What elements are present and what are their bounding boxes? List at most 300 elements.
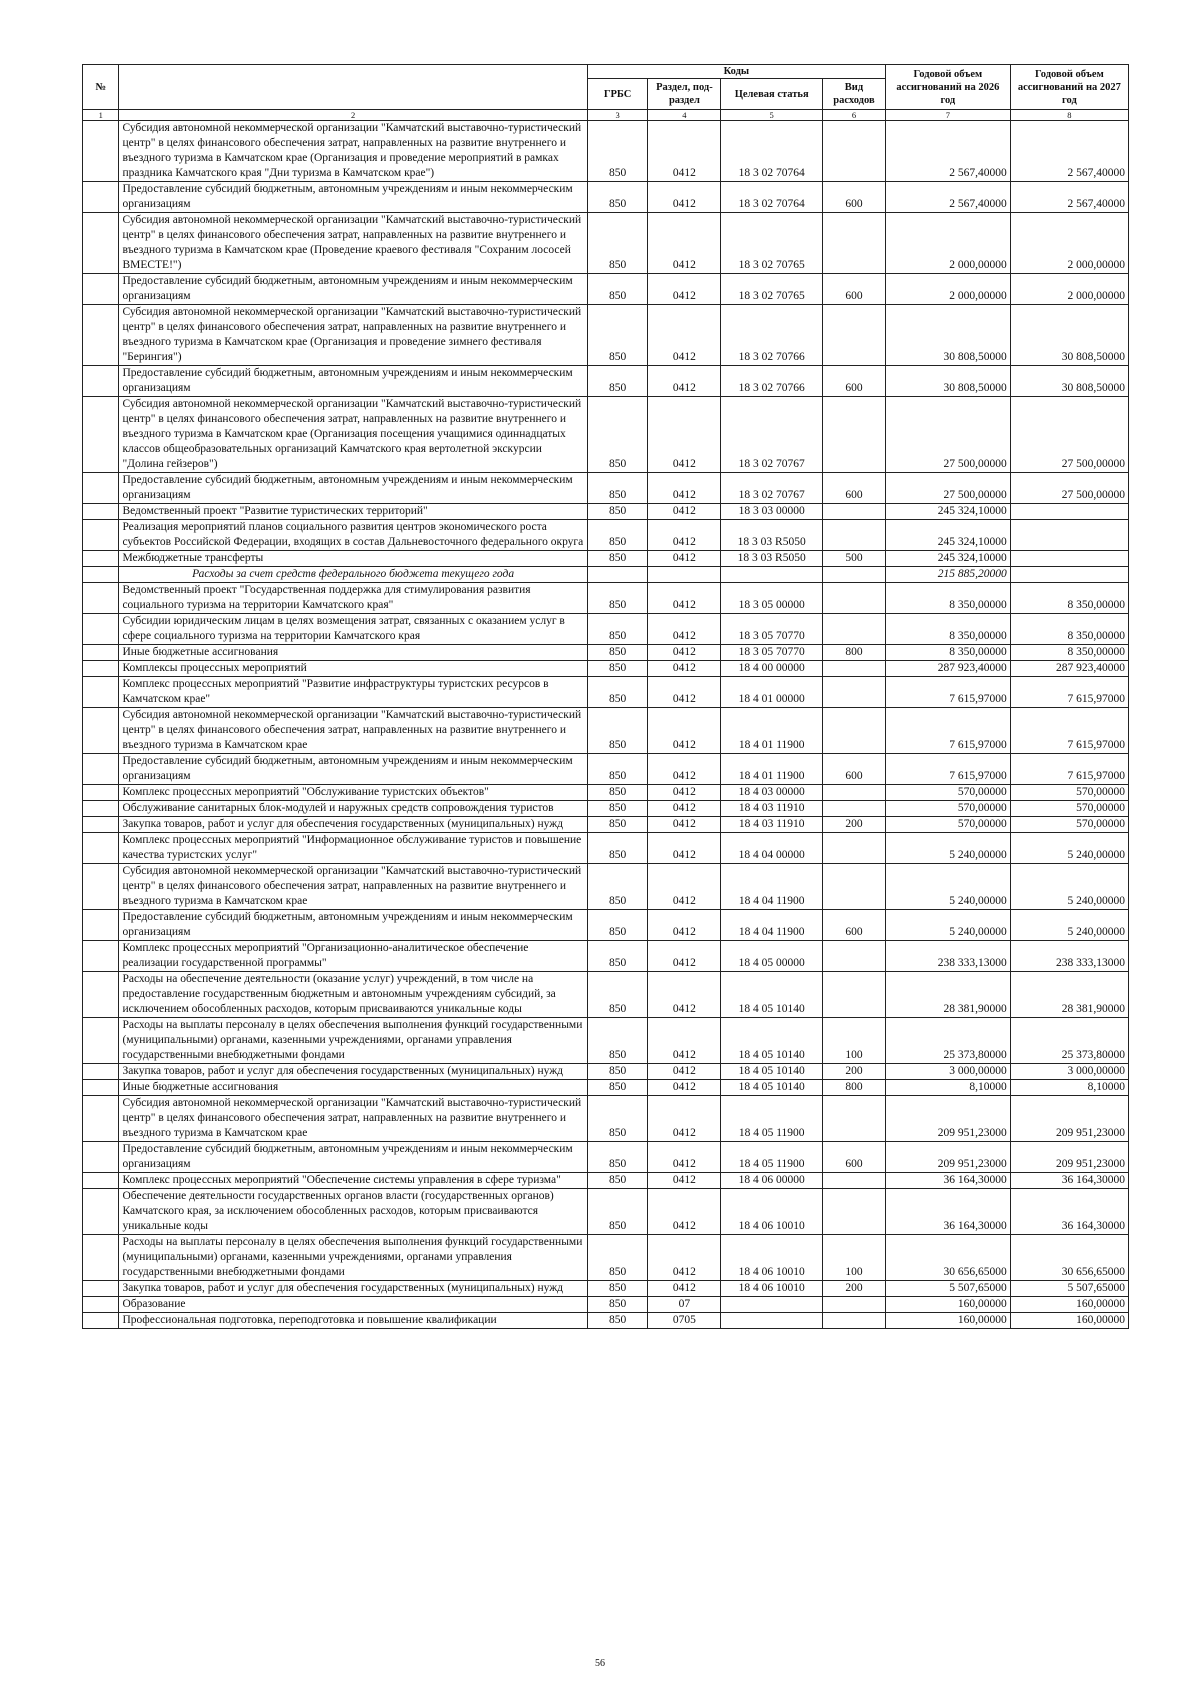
header-codes: Коды [587,65,885,79]
cell-name: Комплекс процессных мероприятий "Обслуживание туристских объектов" [119,785,587,801]
cell-name: Расходы на выплаты персоналу в целях обеспечения выполнения функций государственными (муниципальными) органами, казенными учреждениями, органами управления государственными внебюджетными фондами [119,1018,587,1064]
cell-amount-2027: 27 500,00000 [1010,473,1128,504]
cell-article: 18 3 05 00000 [721,583,823,614]
cell-amount-2027: 2 000,00000 [1010,274,1128,305]
cell-article: 18 3 02 70766 [721,305,823,366]
cell-article: 18 4 01 11900 [721,754,823,785]
cell-vid [822,1189,885,1235]
cell-vid: 500 [822,551,885,567]
cell-name: Реализация мероприятий планов социального развития центров экономического роста субъектов Российской Федерации, входящих в состав Дальневосточного федерального округа [119,520,587,551]
table-row [83,708,1129,754]
cell-grbs: 850 [587,972,648,1018]
cell-article: 18 3 02 70767 [721,397,823,473]
header-grbs: ГРБС [587,79,648,110]
cell-article: 18 4 04 11900 [721,864,823,910]
cell-name: Расходы на выплаты персоналу в целях обеспечения выполнения функций государственными (муниципальными) органами, казенными учреждениями, органами управления государственными внебюджетными фондами [119,1235,587,1281]
table-row [83,1235,1129,1281]
cell-amount-2026: 36 164,30000 [885,1189,1010,1235]
cell-grbs: 850 [587,504,648,520]
cell-amount-2027: 570,00000 [1010,785,1128,801]
cell-name: Иные бюджетные ассигнования [119,645,587,661]
cell-grbs: 850 [587,366,648,397]
cell-name: Расходы на обеспечение деятельности (оказание услуг) учреждений, в том числе на предоставление государственным бюджетным и автономным учреждениям субсидий, за исключением обособленных расходов, которым присваиваются уникальные коды [119,972,587,1018]
cell-article: 18 4 06 10010 [721,1281,823,1297]
cell-razdel: 0412 [648,754,721,785]
cell-num [83,941,119,972]
cell-article [721,1313,823,1329]
cell-name: Закупка товаров, работ и услуг для обеспечения государственных (муниципальных) нужд [119,817,587,833]
cell-grbs: 850 [587,1096,648,1142]
cell-amount-2027: 30 656,65000 [1010,1235,1128,1281]
cell-amount-2027: 27 500,00000 [1010,397,1128,473]
cell-grbs: 850 [587,1281,648,1297]
cell-name: Комплекс процессных мероприятий "Информационное обслуживание туристов и повышение качества туристских услуг" [119,833,587,864]
cell-name: Ведомственный проект "Государственная поддержка для стимулирования развития социального туризма на территории Камчатского края" [119,583,587,614]
cell-article: 18 3 03 R5050 [721,551,823,567]
cell-amount-2026: 7 615,97000 [885,708,1010,754]
cell-amount-2027: 5 240,00000 [1010,833,1128,864]
cell-razdel: 0412 [648,1064,721,1080]
cell-razdel: 07 [648,1297,721,1313]
table-row [83,1080,1129,1096]
cell-name: Комплекс процессных мероприятий "Организационно-аналитическое обеспечение реализации государственной программы" [119,941,587,972]
cell-vid [822,520,885,551]
cell-name: Субсидия автономной некоммерческой организации "Камчатский выставочно-туристический центр" в целях финансового обеспечения затрат, направленных на развитие внутреннего и въездного туризма в Камчатском крае (Организация и проведение зимнего фестиваля "Берингия") [119,305,587,366]
table-row [83,785,1129,801]
cell-vid: 600 [822,366,885,397]
cell-amount-2026: 209 951,23000 [885,1142,1010,1173]
table-row [83,567,1129,583]
cell-num [83,1189,119,1235]
cell-num [83,754,119,785]
cell-amount-2027: 8 350,00000 [1010,614,1128,645]
table-row [83,1281,1129,1297]
cell-amount-2027: 2 000,00000 [1010,213,1128,274]
cell-article: 18 4 00 00000 [721,661,823,677]
cell-name: Предоставление субсидий бюджетным, автономным учреждениям и иным некоммерческим организациям [119,182,587,213]
cell-num [83,213,119,274]
cell-razdel: 0412 [648,213,721,274]
column-number: 8 [1010,110,1128,121]
cell-razdel: 0412 [648,182,721,213]
cell-razdel: 0412 [648,1173,721,1189]
table-row [83,1142,1129,1173]
cell-vid [822,972,885,1018]
cell-razdel: 0412 [648,1018,721,1064]
table-row [83,504,1129,520]
table-row [83,817,1129,833]
cell-amount-2027: 5 240,00000 [1010,910,1128,941]
cell-amount-2027: 36 164,30000 [1010,1189,1128,1235]
cell-amount-2026: 570,00000 [885,801,1010,817]
cell-razdel: 0412 [648,864,721,910]
cell-amount-2027: 8 350,00000 [1010,645,1128,661]
cell-article: 18 4 05 10140 [721,972,823,1018]
cell-amount-2026: 30 808,50000 [885,305,1010,366]
cell-amount-2026: 245 324,10000 [885,551,1010,567]
cell-num [83,801,119,817]
cell-article: 18 4 06 10010 [721,1235,823,1281]
table-row [83,645,1129,661]
cell-num [83,817,119,833]
cell-razdel: 0412 [648,785,721,801]
cell-amount-2026: 2 567,40000 [885,121,1010,182]
cell-num [83,583,119,614]
cell-article: 18 4 05 00000 [721,941,823,972]
cell-grbs: 850 [587,1189,648,1235]
cell-grbs: 850 [587,864,648,910]
cell-num [83,397,119,473]
cell-num [83,520,119,551]
cell-num [83,614,119,645]
table-row [83,1096,1129,1142]
cell-vid: 600 [822,274,885,305]
cell-num [83,1313,119,1329]
cell-num [83,1064,119,1080]
cell-grbs: 850 [587,520,648,551]
cell-amount-2026: 7 615,97000 [885,754,1010,785]
cell-amount-2026: 5 240,00000 [885,833,1010,864]
cell-article: 18 4 01 11900 [721,708,823,754]
cell-razdel: 0412 [648,941,721,972]
cell-grbs: 850 [587,583,648,614]
cell-grbs: 850 [587,817,648,833]
cell-grbs: 850 [587,551,648,567]
cell-grbs: 850 [587,213,648,274]
cell-vid [822,397,885,473]
cell-num [83,1281,119,1297]
table-row [83,1018,1129,1064]
header-2026: Годовой объем ассигнований на 2026 год [885,65,1010,110]
cell-vid: 600 [822,910,885,941]
cell-article: 18 4 05 10140 [721,1080,823,1096]
cell-grbs: 850 [587,645,648,661]
cell-article: 18 3 05 70770 [721,614,823,645]
table-row [83,661,1129,677]
cell-amount-2026: 30 808,50000 [885,366,1010,397]
cell-vid [822,583,885,614]
cell-amount-2026: 8 350,00000 [885,614,1010,645]
cell-amount-2026: 2 000,00000 [885,274,1010,305]
cell-razdel: 0412 [648,801,721,817]
cell-name: Предоставление субсидий бюджетным, автономным учреждениям и иным некоммерческим организациям [119,366,587,397]
cell-name: Комплекс процессных мероприятий "Развитие инфраструктуры туристских ресурсов в Камчатском крае" [119,677,587,708]
page-number: 56 [595,1658,605,1669]
cell-name: Образование [119,1297,587,1313]
cell-amount-2027 [1010,551,1128,567]
header-num: № [83,65,119,110]
column-number: 5 [721,110,823,121]
header-vid: Вид расходов [822,79,885,110]
cell-num [83,910,119,941]
cell-amount-2027: 160,00000 [1010,1297,1128,1313]
cell-razdel: 0412 [648,366,721,397]
cell-grbs: 850 [587,1313,648,1329]
cell-amount-2026: 36 164,30000 [885,1173,1010,1189]
cell-vid [822,305,885,366]
table-row [83,121,1129,182]
cell-amount-2027: 5 240,00000 [1010,864,1128,910]
cell-grbs: 850 [587,661,648,677]
cell-amount-2027: 36 164,30000 [1010,1173,1128,1189]
cell-amount-2026: 8 350,00000 [885,583,1010,614]
cell-num [83,1096,119,1142]
cell-grbs: 850 [587,1080,648,1096]
cell-name: Субсидия автономной некоммерческой организации "Камчатский выставочно-туристический центр" в целях финансового обеспечения затрат, направленных на развитие внутреннего и въездного туризма в Камчатском крае (Организация посещения учащимися одиннадцатых классов общеобразовательных организаций Камчатского края вертолетной экскурсии "Долина гейзеров") [119,397,587,473]
cell-grbs: 850 [587,910,648,941]
cell-grbs: 850 [587,801,648,817]
cell-amount-2027: 8 350,00000 [1010,583,1128,614]
cell-amount-2027: 8,10000 [1010,1080,1128,1096]
header-razdel: Раздел, под-раздел [648,79,721,110]
cell-amount-2026: 160,00000 [885,1313,1010,1329]
cell-amount-2027: 570,00000 [1010,801,1128,817]
cell-vid [822,833,885,864]
table-row [83,614,1129,645]
cell-amount-2027: 287 923,40000 [1010,661,1128,677]
cell-num [83,182,119,213]
table-row [83,397,1129,473]
cell-num [83,366,119,397]
cell-vid: 800 [822,645,885,661]
cell-name: Субсидия автономной некоммерческой организации "Камчатский выставочно-туристический центр" в целях финансового обеспечения затрат, направленных на развитие внутреннего и въездного туризма в Камчатском крае [119,864,587,910]
cell-num [83,1173,119,1189]
cell-num [83,1297,119,1313]
cell-razdel: 0412 [648,833,721,864]
header-2027: Годовой объем ассигнований на 2027 год [1010,65,1128,110]
cell-article: 18 3 02 70764 [721,121,823,182]
cell-vid: 600 [822,473,885,504]
cell-amount-2026: 8,10000 [885,1080,1010,1096]
cell-article: 18 4 06 10010 [721,1189,823,1235]
cell-amount-2027: 570,00000 [1010,817,1128,833]
cell-amount-2026: 245 324,10000 [885,504,1010,520]
cell-amount-2027 [1010,504,1128,520]
cell-razdel: 0412 [648,614,721,645]
table-row [83,1297,1129,1313]
cell-num [83,305,119,366]
cell-vid [822,708,885,754]
cell-grbs: 850 [587,473,648,504]
cell-num [83,677,119,708]
cell-razdel: 0412 [648,645,721,661]
cell-vid [822,1297,885,1313]
cell-amount-2027: 7 615,97000 [1010,754,1128,785]
cell-vid: 800 [822,1080,885,1096]
table-row [83,677,1129,708]
cell-vid: 200 [822,1064,885,1080]
cell-num [83,121,119,182]
cell-article: 18 4 05 10140 [721,1064,823,1080]
cell-razdel: 0412 [648,504,721,520]
cell-amount-2026: 25 373,80000 [885,1018,1010,1064]
cell-amount-2027: 30 808,50000 [1010,305,1128,366]
cell-vid [822,941,885,972]
column-number: 7 [885,110,1010,121]
table-row [83,213,1129,274]
table-row [83,910,1129,941]
cell-num [83,551,119,567]
cell-amount-2027: 209 951,23000 [1010,1142,1128,1173]
cell-name: Комплекс процессных мероприятий "Обеспечение системы управления в сфере туризма" [119,1173,587,1189]
cell-razdel: 0705 [648,1313,721,1329]
cell-article: 18 3 03 R5050 [721,520,823,551]
cell-amount-2026: 7 615,97000 [885,677,1010,708]
cell-name: Обслуживание санитарных блок-модулей и наружных средств сопровождения туристов [119,801,587,817]
column-number: 4 [648,110,721,121]
table-body [83,121,1129,1329]
cell-article: 18 3 02 70765 [721,213,823,274]
cell-amount-2027: 2 567,40000 [1010,121,1128,182]
cell-num [83,504,119,520]
cell-amount-2027: 238 333,13000 [1010,941,1128,972]
cell-name: Предоставление субсидий бюджетным, автономным учреждениям и иным некоммерческим организациям [119,473,587,504]
header-name [119,65,587,110]
cell-amount-2026: 2 567,40000 [885,182,1010,213]
cell-vid [822,661,885,677]
cell-razdel: 0412 [648,910,721,941]
cell-grbs: 850 [587,274,648,305]
table-row [83,305,1129,366]
cell-razdel: 0412 [648,708,721,754]
cell-article: 18 3 05 70770 [721,645,823,661]
table-row [83,366,1129,397]
cell-article: 18 4 04 11900 [721,910,823,941]
table-row [83,972,1129,1018]
cell-article: 18 3 02 70764 [721,182,823,213]
cell-name: Субсидия автономной некоммерческой организации "Камчатский выставочно-туристический центр" в целях финансового обеспечения затрат, направленных на развитие внутреннего и въездного туризма в Камчатском крае [119,708,587,754]
cell-grbs: 850 [587,708,648,754]
cell-razdel: 0412 [648,473,721,504]
cell-razdel: 0412 [648,1189,721,1235]
cell-article: 18 4 05 11900 [721,1096,823,1142]
cell-grbs: 850 [587,1235,648,1281]
cell-razdel: 0412 [648,121,721,182]
cell-amount-2027: 7 615,97000 [1010,677,1128,708]
cell-amount-2026: 209 951,23000 [885,1096,1010,1142]
cell-num [83,1235,119,1281]
cell-grbs: 850 [587,833,648,864]
column-number: 3 [587,110,648,121]
cell-amount-2026: 160,00000 [885,1297,1010,1313]
table-header [83,65,1129,121]
cell-amount-2026: 238 333,13000 [885,941,1010,972]
table-row [83,520,1129,551]
cell-grbs: 850 [587,1064,648,1080]
cell-amount-2026: 245 324,10000 [885,520,1010,551]
cell-vid [822,677,885,708]
cell-article: 18 4 03 11910 [721,817,823,833]
cell-grbs: 850 [587,1142,648,1173]
cell-article [721,567,823,583]
cell-num [83,473,119,504]
cell-name: Предоставление субсидий бюджетным, автономным учреждениям и иным некоммерческим организациям [119,274,587,305]
cell-grbs: 850 [587,785,648,801]
cell-vid [822,1096,885,1142]
table-row [83,833,1129,864]
cell-razdel: 0412 [648,397,721,473]
cell-name: Обеспечение деятельности государственных органов власти (государственных органов) Камчатского края, за исключением обособленных расходов, которым присваиваются уникальные коды [119,1189,587,1235]
cell-name: Предоставление субсидий бюджетным, автономным учреждениям и иным некоммерческим организациям [119,754,587,785]
cell-amount-2027: 5 507,65000 [1010,1281,1128,1297]
cell-vid [822,864,885,910]
cell-vid [822,504,885,520]
cell-vid [822,1173,885,1189]
cell-article: 18 4 01 00000 [721,677,823,708]
cell-amount-2026: 28 381,90000 [885,972,1010,1018]
cell-name: Субсидии юридическим лицам в целях возмещения затрат, связанных с оказанием услуг в сфере социального туризма на территории Камчатского края [119,614,587,645]
cell-razdel: 0412 [648,661,721,677]
cell-grbs: 850 [587,305,648,366]
cell-num [83,785,119,801]
cell-vid [822,614,885,645]
cell-vid [822,801,885,817]
cell-num [83,1018,119,1064]
cell-article: 18 4 05 11900 [721,1142,823,1173]
cell-amount-2027: 25 373,80000 [1010,1018,1128,1064]
cell-amount-2027: 2 567,40000 [1010,182,1128,213]
header-article: Целевая статья [721,79,823,110]
cell-razdel: 0412 [648,1235,721,1281]
cell-num [83,1080,119,1096]
cell-grbs: 850 [587,941,648,972]
cell-num [83,567,119,583]
column-number-row [83,110,1129,121]
cell-num [83,274,119,305]
table-row [83,754,1129,785]
cell-amount-2026: 27 500,00000 [885,473,1010,504]
cell-razdel: 0412 [648,817,721,833]
cell-amount-2026: 3 000,00000 [885,1064,1010,1080]
cell-grbs: 850 [587,1297,648,1313]
cell-article: 18 3 02 70766 [721,366,823,397]
cell-article: 18 3 02 70765 [721,274,823,305]
cell-num [83,645,119,661]
cell-grbs: 850 [587,754,648,785]
table-row [83,473,1129,504]
cell-amount-2026: 287 923,40000 [885,661,1010,677]
cell-amount-2027: 3 000,00000 [1010,1064,1128,1080]
cell-vid: 200 [822,817,885,833]
cell-razdel: 0412 [648,972,721,1018]
cell-razdel: 0412 [648,583,721,614]
cell-article: 18 4 06 00000 [721,1173,823,1189]
cell-razdel: 0412 [648,1080,721,1096]
cell-num [83,864,119,910]
cell-vid: 600 [822,182,885,213]
cell-grbs: 850 [587,677,648,708]
cell-amount-2026: 5 240,00000 [885,864,1010,910]
cell-name: Субсидия автономной некоммерческой организации "Камчатский выставочно-туристический центр" в целях финансового обеспечения затрат, направленных на развитие внутреннего и въездного туризма в Камчатском крае [119,1096,587,1142]
table-row [83,864,1129,910]
cell-num [83,833,119,864]
table-row [83,274,1129,305]
cell-vid: 100 [822,1018,885,1064]
cell-num [83,972,119,1018]
cell-name: Профессиональная подготовка, переподготовка и повышение квалификации [119,1313,587,1329]
cell-name: Закупка товаров, работ и услуг для обеспечения государственных (муниципальных) нужд [119,1281,587,1297]
cell-razdel: 0412 [648,1142,721,1173]
cell-amount-2027: 209 951,23000 [1010,1096,1128,1142]
cell-article: 18 3 02 70767 [721,473,823,504]
cell-vid [822,1313,885,1329]
cell-amount-2026: 2 000,00000 [885,213,1010,274]
cell-num [83,1142,119,1173]
table-row [83,583,1129,614]
cell-grbs: 850 [587,1173,648,1189]
cell-razdel: 0412 [648,305,721,366]
table-row [83,801,1129,817]
